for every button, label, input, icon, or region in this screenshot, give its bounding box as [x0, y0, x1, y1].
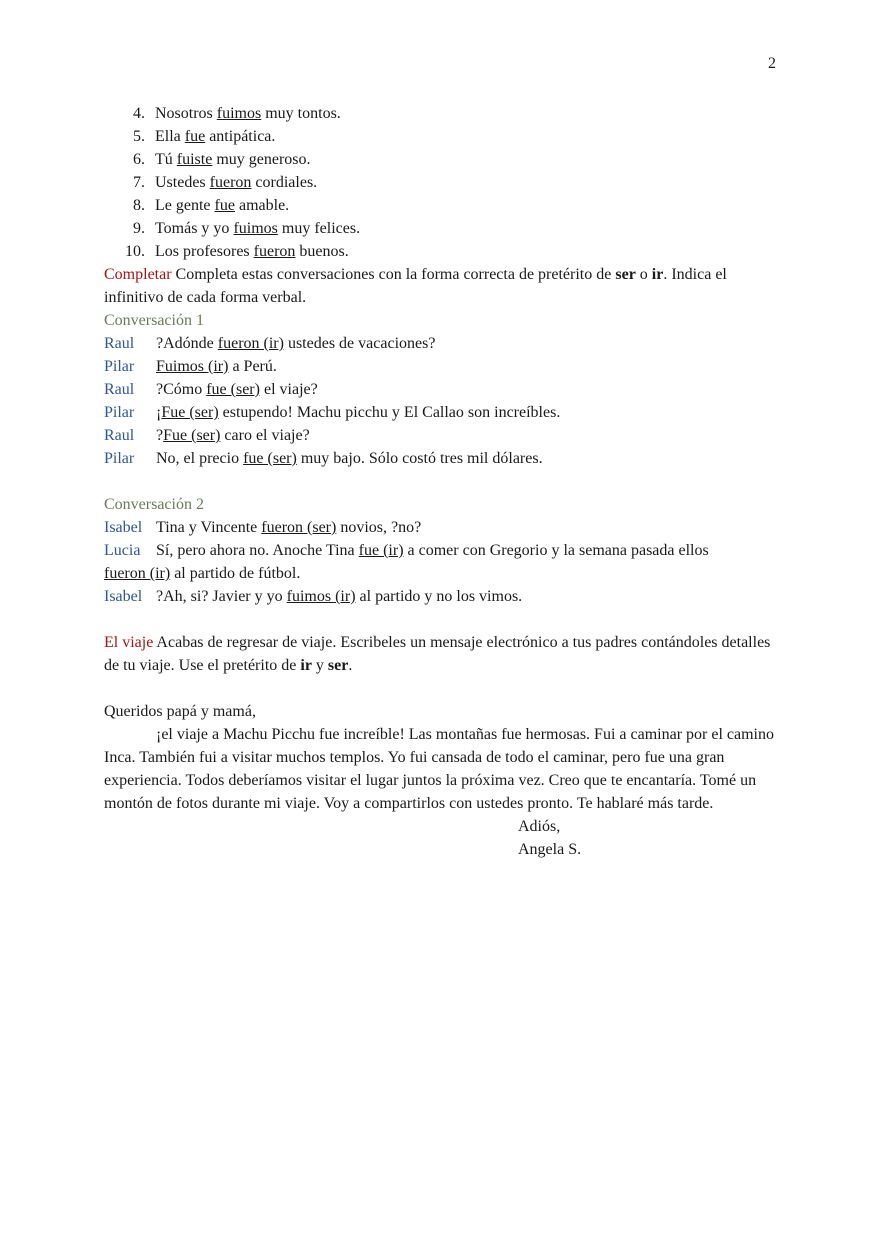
letter-signature: Angela S.: [518, 841, 582, 858]
section-label: Completar: [104, 266, 172, 283]
list-item: 9. Tomás y yo fuimos muy felices.: [133, 220, 361, 237]
dialogue-line: Isabel ?Ah, si? Javier y yo fuimos (ir) al partido y no los vimos.: [104, 585, 780, 608]
dialogue-line: Isabel Tina y Vincente fueron (ser) novios, ?no?: [104, 516, 780, 539]
answer: fuimos: [216, 105, 262, 122]
list-item: 4. Nosotros fuimos muy tontos.: [133, 105, 341, 122]
page-number: 2: [768, 55, 776, 72]
spacer: [104, 470, 780, 493]
viaje-instructions: El viaje Acabas de regresar de viaje. Escribeles un mensaje electrónico a tus padres contándoles detalles de tu viaje. Use el pretérito de ir y ser.: [104, 634, 771, 674]
spacer: [104, 608, 780, 631]
answer: fueron: [209, 174, 252, 191]
speaker: Pilar: [104, 404, 135, 421]
conversation-2: [104, 516, 780, 608]
speaker: Raul: [104, 427, 135, 444]
speaker: Isabel: [104, 588, 143, 605]
answer: fuimos: [233, 220, 278, 237]
answer: fue: [214, 197, 235, 214]
spacer: [104, 677, 780, 700]
dialogue-line: Pilar Fuimos (ir) a Perú.: [104, 355, 780, 378]
letter-closing: Adiós,: [518, 818, 561, 835]
speaker: Lucia: [104, 542, 141, 559]
answer: fueron: [253, 243, 296, 260]
list-item: 5. Ella fue antipática.: [133, 128, 276, 145]
conversation-1-title: Conversación 1: [104, 312, 204, 329]
letter-greeting: Queridos papá y mamá,: [104, 703, 256, 720]
exercise-list: [104, 102, 780, 263]
speaker: Isabel: [104, 519, 143, 536]
conversation-1: [104, 332, 780, 470]
dialogue-line: Raul ?Adónde fueron (ir) ustedes de vacaciones?: [104, 332, 780, 355]
list-item: 10. Los profesores fueron buenos.: [125, 243, 349, 260]
speaker: Pilar: [104, 450, 135, 467]
list-item: 8. Le gente fue amable.: [133, 197, 290, 214]
dialogue-line: Raul ?Cómo fue (ser) el viaje?: [104, 378, 780, 401]
section-label: El viaje: [104, 634, 154, 651]
completar-instructions: Completar Completa estas conversaciones con la forma correcta de pretérito de ser o ir. Indica el infinitivo de cada forma verbal.: [104, 266, 727, 306]
dialogue-line: Raul ?Fue (ser) caro el viaje?: [104, 424, 780, 447]
speaker: Pilar: [104, 358, 135, 375]
page-content: [104, 102, 780, 861]
dialogue-line: Pilar ¡Fue (ser) estupendo! Machu picchu y El Callao son increíbles.: [104, 401, 780, 424]
conversation-2-title: Conversación 2: [104, 496, 204, 513]
speaker: Raul: [104, 335, 135, 352]
letter-body: ¡el viaje a Machu Picchu fue increíble! Las montañas fue hermosas. Fui a caminar por el camino Inca. También fui a visitar muchos templos. Yo fui cansada de todo el caminar, pero fue una gran experiencia. Todos deberíamos visitar el lugar juntos la próxima vez. Creo que te encantaría. Tomé un montón de fotos durante mi viaje. Voy a compartirlos con ustedes pronto. Te hablaré más tarde.: [104, 726, 774, 812]
dialogue-line: Pilar No, el precio fue (ser) muy bajo. Sólo costó tres mil dólares.: [104, 447, 780, 470]
answer: fuiste: [176, 151, 213, 168]
speaker: Raul: [104, 381, 135, 398]
list-item: 6. Tú fuiste muy generoso.: [133, 151, 311, 168]
list-item: 7. Ustedes fueron cordiales.: [133, 174, 318, 191]
dialogue-line: Lucia Sí, pero ahora no. Anoche Tina fue (ir) a comer con Gregorio y la semana pasada ellos fueron (ir) al partido de fútbol.: [104, 539, 780, 585]
answer: fue: [184, 128, 206, 145]
